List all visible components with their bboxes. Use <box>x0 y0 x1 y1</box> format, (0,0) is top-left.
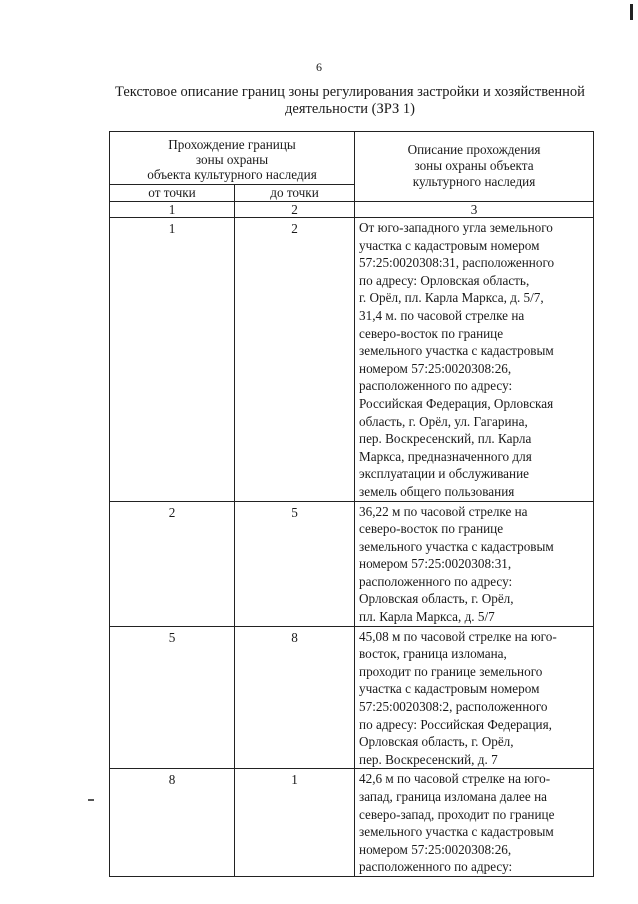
description-line: расположенного по адресу: <box>359 378 513 394</box>
description-line: 57:25:0020308:2, расположенного <box>359 699 548 715</box>
description-cell <box>355 218 594 502</box>
description-line: земельного участка с кадастровым <box>359 343 554 359</box>
description-line: расположенного по адресу: <box>359 859 513 875</box>
to-point-cell: 2 <box>235 218 355 502</box>
to-point-cell: 8 <box>235 626 355 769</box>
description-line: 57:25:0020308:31, расположенного <box>359 255 555 271</box>
column-number: 2 <box>235 202 355 218</box>
description-line: пер. Воскресенский, пл. Карла <box>359 431 532 447</box>
scan-edge-mark <box>630 4 633 20</box>
description-line: пер. Воскресенский, д. 7 <box>359 751 498 767</box>
document-title-line: деятельности (ЗРЗ 1) <box>285 101 415 117</box>
page-number: 6 <box>316 60 322 74</box>
header-line: Прохождение границы <box>168 136 296 152</box>
from-point-cell: 1 <box>110 218 235 502</box>
table-row <box>110 501 594 626</box>
header-line: зоны охраны объекта <box>414 158 534 173</box>
description-line: запад, граница изломана далее на <box>359 789 547 804</box>
header-from-point: от точки <box>110 185 235 202</box>
description-line: проходит по границе земельного <box>359 663 543 679</box>
description-line: по адресу: Российская Федерация, <box>359 716 552 732</box>
description-line: Орловская область, г. Орёл, <box>359 591 514 607</box>
description-line: 36,22 м по часовой стрелке на <box>359 503 528 519</box>
table-row <box>110 769 594 877</box>
description-line: северо-запад, проходит по границе <box>359 806 555 822</box>
table-row <box>110 218 594 502</box>
document-title <box>100 84 600 118</box>
description-line: участка с кадастровым номером <box>359 237 540 253</box>
header-line: объекта культурного наследия <box>147 166 317 182</box>
header-line: Описание прохождения <box>407 142 541 157</box>
column-number: 1 <box>110 202 235 218</box>
header-boundary-passage <box>110 132 355 185</box>
description-line: 45,08 м по часовой стрелке на юго- <box>359 628 557 644</box>
description-line: номером 57:25:0020308:31, <box>359 556 512 572</box>
column-number: 3 <box>355 202 594 218</box>
description-line: участка с кадастровым номером <box>359 681 540 697</box>
description-cell <box>355 501 594 626</box>
from-point-cell: 2 <box>110 501 235 626</box>
description-line: восток, граница изломана, <box>359 646 507 662</box>
description-line: расположенного по адресу: <box>359 573 513 589</box>
description-line: северо-восток по границе <box>359 325 504 341</box>
table-column-numbers-row <box>110 202 594 218</box>
boundary-description-table <box>109 131 594 877</box>
description-line: земельного участка с кадастровым <box>359 538 554 554</box>
header-description <box>355 132 594 202</box>
description-line: Орловская область, г. Орёл, <box>359 734 514 750</box>
description-line: номером 57:25:0020308:26, <box>359 360 512 376</box>
description-line: земель общего пользования <box>359 483 515 499</box>
description-line: От юго-западного угла земельного <box>359 220 553 235</box>
scan-artifact-mark <box>88 799 94 801</box>
description-cell <box>355 626 594 769</box>
to-point-cell: 5 <box>235 501 355 626</box>
to-point-cell: 1 <box>235 769 355 877</box>
description-line: номером 57:25:0020308:26, <box>359 841 512 857</box>
description-cell <box>355 769 594 877</box>
document-title-line: Текстовое описание границ зоны регулирования застройки и хозяйственной <box>115 84 585 100</box>
description-line: эксплуатации и обслуживание <box>359 466 529 482</box>
description-line: пл. Карла Маркса, д. 5/7 <box>359 609 495 625</box>
table-header-row <box>110 132 594 185</box>
description-line: г. Орёл, пл. Карла Маркса, д. 5/7, <box>359 290 544 306</box>
from-point-cell: 5 <box>110 626 235 769</box>
description-line: по адресу: Орловская область, <box>359 272 530 288</box>
from-point-cell: 8 <box>110 769 235 877</box>
description-line: земельного участка с кадастровым <box>359 824 554 840</box>
table-row <box>110 626 594 769</box>
description-line: 42,6 м по часовой стрелке на юго- <box>359 771 551 787</box>
description-line: Маркса, предназначенного для <box>359 448 532 464</box>
header-line: культурного наследия <box>412 174 536 189</box>
header-to-point: до точки <box>235 185 355 202</box>
description-line: область, г. Орёл, ул. Гагарина, <box>359 413 528 429</box>
description-line: 31,4 м. по часовой стрелке на <box>359 307 525 323</box>
description-line: Российская Федерация, Орловская <box>359 395 554 411</box>
header-line: зоны охраны <box>195 151 269 167</box>
description-line: северо-восток по границе <box>359 521 504 537</box>
